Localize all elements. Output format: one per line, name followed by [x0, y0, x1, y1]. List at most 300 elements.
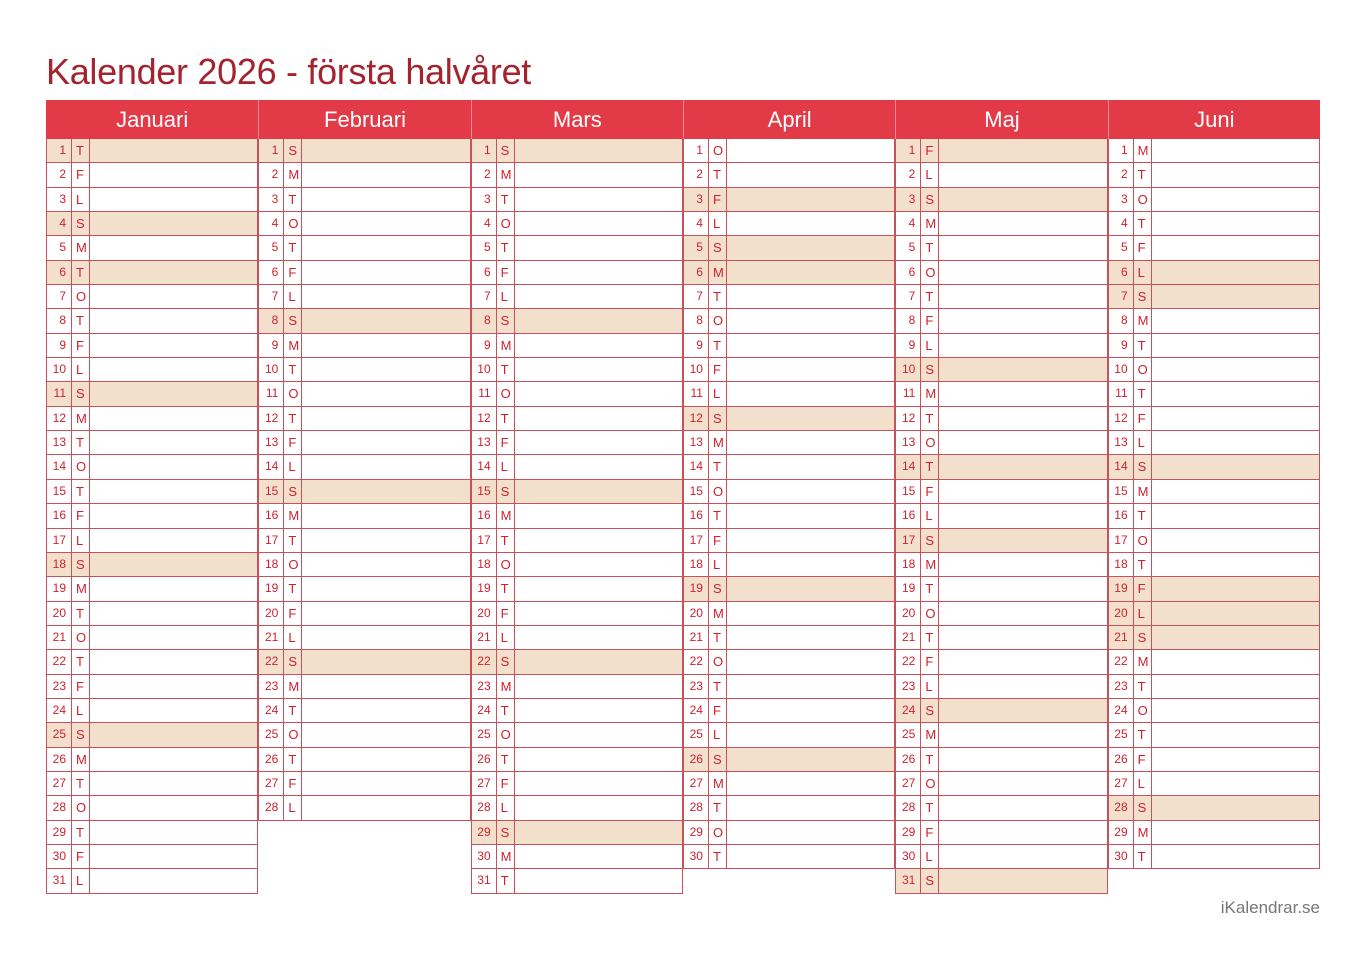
day-row[interactable] — [471, 480, 682, 504]
day-note-area[interactable] — [1152, 431, 1319, 454]
day-row[interactable] — [47, 577, 257, 601]
day-row[interactable] — [683, 772, 894, 796]
day-note-area[interactable] — [939, 261, 1106, 284]
day-row[interactable] — [895, 675, 1106, 699]
day-row[interactable] — [258, 407, 469, 431]
day-note-area[interactable] — [302, 796, 469, 819]
day-row[interactable] — [1108, 212, 1319, 236]
day-row[interactable] — [895, 553, 1106, 577]
day-row[interactable] — [258, 577, 469, 601]
day-note-area[interactable] — [939, 602, 1106, 625]
day-note-area[interactable] — [90, 334, 257, 357]
day-row[interactable] — [471, 407, 682, 431]
day-row[interactable] — [471, 699, 682, 723]
day-note-area[interactable] — [1152, 163, 1319, 186]
day-row[interactable] — [258, 382, 469, 406]
day-row[interactable] — [471, 675, 682, 699]
day-note-area[interactable] — [727, 309, 894, 332]
day-note-area[interactable] — [302, 626, 469, 649]
day-note-area[interactable] — [302, 675, 469, 698]
day-note-area[interactable] — [1152, 821, 1319, 844]
day-row[interactable] — [47, 139, 257, 163]
day-note-area[interactable] — [515, 869, 682, 892]
day-row[interactable] — [1108, 382, 1319, 406]
day-note-area[interactable] — [1152, 382, 1319, 405]
day-note-area[interactable] — [939, 529, 1106, 552]
day-row[interactable] — [683, 212, 894, 236]
day-note-area[interactable] — [939, 139, 1106, 162]
day-row[interactable] — [471, 285, 682, 309]
day-row[interactable] — [47, 772, 257, 796]
day-row[interactable] — [47, 723, 257, 747]
day-note-area[interactable] — [727, 796, 894, 819]
day-note-area[interactable] — [302, 529, 469, 552]
day-note-area[interactable] — [90, 845, 257, 868]
day-row[interactable] — [683, 480, 894, 504]
day-row[interactable] — [683, 650, 894, 674]
day-row[interactable] — [471, 431, 682, 455]
day-row[interactable] — [895, 602, 1106, 626]
day-row[interactable] — [471, 529, 682, 553]
day-row[interactable] — [1108, 480, 1319, 504]
day-row[interactable] — [683, 699, 894, 723]
day-row[interactable] — [47, 382, 257, 406]
day-row[interactable] — [895, 163, 1106, 187]
day-note-area[interactable] — [90, 431, 257, 454]
day-note-area[interactable] — [1152, 723, 1319, 746]
day-note-area[interactable] — [515, 358, 682, 381]
day-note-area[interactable] — [515, 748, 682, 771]
day-note-area[interactable] — [302, 285, 469, 308]
day-row[interactable] — [1108, 699, 1319, 723]
day-note-area[interactable] — [939, 188, 1106, 211]
day-note-area[interactable] — [939, 309, 1106, 332]
day-note-area[interactable] — [727, 772, 894, 795]
day-note-area[interactable] — [515, 285, 682, 308]
day-row[interactable] — [47, 285, 257, 309]
day-note-area[interactable] — [90, 602, 257, 625]
day-note-area[interactable] — [1152, 577, 1319, 600]
day-row[interactable] — [1108, 821, 1319, 845]
day-note-area[interactable] — [90, 407, 257, 430]
day-row[interactable] — [1108, 139, 1319, 163]
day-row[interactable] — [895, 699, 1106, 723]
day-row[interactable] — [471, 455, 682, 479]
day-note-area[interactable] — [515, 602, 682, 625]
day-note-area[interactable] — [515, 431, 682, 454]
day-note-area[interactable] — [90, 309, 257, 332]
day-note-area[interactable] — [939, 382, 1106, 405]
day-row[interactable] — [683, 285, 894, 309]
day-note-area[interactable] — [515, 845, 682, 868]
day-note-area[interactable] — [90, 553, 257, 576]
day-row[interactable] — [258, 772, 469, 796]
day-note-area[interactable] — [939, 504, 1106, 527]
day-row[interactable] — [895, 845, 1106, 869]
day-note-area[interactable] — [727, 382, 894, 405]
day-note-area[interactable] — [939, 480, 1106, 503]
day-note-area[interactable] — [302, 309, 469, 332]
day-note-area[interactable] — [939, 796, 1106, 819]
day-row[interactable] — [683, 796, 894, 820]
day-row[interactable] — [47, 869, 257, 893]
day-row[interactable] — [683, 553, 894, 577]
day-row[interactable] — [258, 236, 469, 260]
day-row[interactable] — [1108, 577, 1319, 601]
day-note-area[interactable] — [1152, 455, 1319, 478]
day-note-area[interactable] — [939, 577, 1106, 600]
day-row[interactable] — [683, 334, 894, 358]
day-row[interactable] — [471, 626, 682, 650]
day-note-area[interactable] — [1152, 796, 1319, 819]
day-row[interactable] — [471, 602, 682, 626]
day-note-area[interactable] — [727, 723, 894, 746]
day-row[interactable] — [258, 602, 469, 626]
day-note-area[interactable] — [90, 212, 257, 235]
day-row[interactable] — [258, 529, 469, 553]
day-note-area[interactable] — [1152, 675, 1319, 698]
day-note-area[interactable] — [515, 504, 682, 527]
day-row[interactable] — [683, 358, 894, 382]
day-note-area[interactable] — [727, 602, 894, 625]
day-row[interactable] — [895, 285, 1106, 309]
day-row[interactable] — [471, 236, 682, 260]
day-note-area[interactable] — [939, 163, 1106, 186]
day-note-area[interactable] — [727, 455, 894, 478]
day-note-area[interactable] — [939, 553, 1106, 576]
day-row[interactable] — [471, 553, 682, 577]
day-row[interactable] — [47, 796, 257, 820]
day-row[interactable] — [895, 650, 1106, 674]
day-row[interactable] — [47, 236, 257, 260]
day-row[interactable] — [471, 821, 682, 845]
day-row[interactable] — [895, 772, 1106, 796]
day-note-area[interactable] — [727, 845, 894, 868]
day-note-area[interactable] — [515, 626, 682, 649]
day-note-area[interactable] — [515, 188, 682, 211]
day-note-area[interactable] — [90, 626, 257, 649]
day-row[interactable] — [683, 845, 894, 869]
day-note-area[interactable] — [1152, 358, 1319, 381]
day-row[interactable] — [47, 845, 257, 869]
day-row[interactable] — [1108, 236, 1319, 260]
day-note-area[interactable] — [302, 163, 469, 186]
day-note-area[interactable] — [90, 699, 257, 722]
day-note-area[interactable] — [515, 650, 682, 673]
day-note-area[interactable] — [939, 748, 1106, 771]
day-note-area[interactable] — [90, 139, 257, 162]
day-note-area[interactable] — [727, 236, 894, 259]
day-row[interactable] — [1108, 748, 1319, 772]
day-note-area[interactable] — [90, 236, 257, 259]
day-note-area[interactable] — [515, 139, 682, 162]
day-row[interactable] — [1108, 626, 1319, 650]
day-row[interactable] — [471, 188, 682, 212]
day-row[interactable] — [471, 772, 682, 796]
day-row[interactable] — [895, 529, 1106, 553]
day-row[interactable] — [258, 504, 469, 528]
day-note-area[interactable] — [1152, 845, 1319, 868]
day-note-area[interactable] — [515, 212, 682, 235]
day-note-area[interactable] — [90, 723, 257, 746]
day-note-area[interactable] — [90, 869, 257, 892]
day-row[interactable] — [1108, 675, 1319, 699]
day-row[interactable] — [1108, 261, 1319, 285]
day-note-area[interactable] — [90, 796, 257, 819]
day-note-area[interactable] — [302, 699, 469, 722]
day-row[interactable] — [895, 358, 1106, 382]
day-note-area[interactable] — [1152, 699, 1319, 722]
day-note-area[interactable] — [1152, 212, 1319, 235]
day-note-area[interactable] — [939, 455, 1106, 478]
day-note-area[interactable] — [90, 163, 257, 186]
day-note-area[interactable] — [90, 188, 257, 211]
day-note-area[interactable] — [302, 455, 469, 478]
day-note-area[interactable] — [1152, 602, 1319, 625]
day-row[interactable] — [1108, 285, 1319, 309]
day-row[interactable] — [895, 212, 1106, 236]
day-row[interactable] — [47, 407, 257, 431]
day-row[interactable] — [683, 261, 894, 285]
day-note-area[interactable] — [939, 821, 1106, 844]
day-note-area[interactable] — [727, 650, 894, 673]
day-note-area[interactable] — [90, 455, 257, 478]
day-row[interactable] — [47, 748, 257, 772]
day-note-area[interactable] — [727, 553, 894, 576]
day-row[interactable] — [258, 626, 469, 650]
day-note-area[interactable] — [939, 772, 1106, 795]
day-note-area[interactable] — [515, 334, 682, 357]
day-row[interactable] — [895, 188, 1106, 212]
day-note-area[interactable] — [90, 772, 257, 795]
day-note-area[interactable] — [90, 261, 257, 284]
day-note-area[interactable] — [727, 577, 894, 600]
day-row[interactable] — [47, 821, 257, 845]
day-row[interactable] — [895, 796, 1106, 820]
day-row[interactable] — [895, 139, 1106, 163]
day-row[interactable] — [258, 261, 469, 285]
day-note-area[interactable] — [939, 650, 1106, 673]
day-row[interactable] — [258, 796, 469, 820]
day-note-area[interactable] — [939, 675, 1106, 698]
day-note-area[interactable] — [727, 480, 894, 503]
day-note-area[interactable] — [727, 212, 894, 235]
day-row[interactable] — [258, 188, 469, 212]
day-row[interactable] — [683, 626, 894, 650]
day-row[interactable] — [47, 602, 257, 626]
day-note-area[interactable] — [302, 188, 469, 211]
day-note-area[interactable] — [727, 358, 894, 381]
day-note-area[interactable] — [727, 407, 894, 430]
day-row[interactable] — [258, 139, 469, 163]
day-note-area[interactable] — [1152, 504, 1319, 527]
day-row[interactable] — [683, 139, 894, 163]
day-row[interactable] — [47, 699, 257, 723]
day-row[interactable] — [47, 504, 257, 528]
day-row[interactable] — [683, 163, 894, 187]
day-row[interactable] — [683, 723, 894, 747]
day-note-area[interactable] — [727, 163, 894, 186]
day-row[interactable] — [895, 455, 1106, 479]
day-row[interactable] — [1108, 188, 1319, 212]
day-row[interactable] — [1108, 334, 1319, 358]
day-note-area[interactable] — [515, 261, 682, 284]
day-note-area[interactable] — [939, 285, 1106, 308]
day-row[interactable] — [683, 382, 894, 406]
day-note-area[interactable] — [939, 626, 1106, 649]
day-note-area[interactable] — [1152, 772, 1319, 795]
day-note-area[interactable] — [515, 796, 682, 819]
day-note-area[interactable] — [939, 845, 1106, 868]
day-row[interactable] — [1108, 504, 1319, 528]
day-row[interactable] — [683, 602, 894, 626]
day-note-area[interactable] — [302, 602, 469, 625]
day-note-area[interactable] — [727, 285, 894, 308]
day-row[interactable] — [895, 480, 1106, 504]
day-row[interactable] — [1108, 407, 1319, 431]
day-row[interactable] — [683, 236, 894, 260]
day-note-area[interactable] — [515, 455, 682, 478]
day-row[interactable] — [1108, 772, 1319, 796]
day-row[interactable] — [258, 285, 469, 309]
day-row[interactable] — [1108, 431, 1319, 455]
day-note-area[interactable] — [727, 821, 894, 844]
day-row[interactable] — [471, 504, 682, 528]
day-note-area[interactable] — [1152, 480, 1319, 503]
day-row[interactable] — [683, 577, 894, 601]
day-note-area[interactable] — [939, 431, 1106, 454]
day-note-area[interactable] — [939, 699, 1106, 722]
day-row[interactable] — [258, 699, 469, 723]
day-note-area[interactable] — [90, 358, 257, 381]
day-row[interactable] — [258, 431, 469, 455]
day-note-area[interactable] — [727, 529, 894, 552]
day-note-area[interactable] — [515, 382, 682, 405]
day-note-area[interactable] — [302, 334, 469, 357]
day-row[interactable] — [47, 675, 257, 699]
day-row[interactable] — [47, 309, 257, 333]
day-note-area[interactable] — [1152, 261, 1319, 284]
day-row[interactable] — [258, 334, 469, 358]
day-note-area[interactable] — [90, 480, 257, 503]
day-row[interactable] — [683, 455, 894, 479]
day-note-area[interactable] — [727, 334, 894, 357]
day-row[interactable] — [895, 723, 1106, 747]
day-note-area[interactable] — [302, 480, 469, 503]
day-row[interactable] — [47, 650, 257, 674]
day-row[interactable] — [47, 212, 257, 236]
day-row[interactable] — [895, 577, 1106, 601]
day-note-area[interactable] — [302, 553, 469, 576]
day-row[interactable] — [471, 334, 682, 358]
day-note-area[interactable] — [727, 699, 894, 722]
day-note-area[interactable] — [515, 480, 682, 503]
day-note-area[interactable] — [90, 285, 257, 308]
day-row[interactable] — [258, 455, 469, 479]
day-row[interactable] — [895, 869, 1106, 893]
day-row[interactable] — [683, 504, 894, 528]
day-note-area[interactable] — [515, 309, 682, 332]
day-row[interactable] — [1108, 455, 1319, 479]
day-note-area[interactable] — [90, 650, 257, 673]
day-row[interactable] — [47, 261, 257, 285]
day-note-area[interactable] — [939, 407, 1106, 430]
day-note-area[interactable] — [302, 407, 469, 430]
day-note-area[interactable] — [939, 334, 1106, 357]
day-row[interactable] — [683, 431, 894, 455]
day-note-area[interactable] — [727, 626, 894, 649]
day-row[interactable] — [47, 529, 257, 553]
day-row[interactable] — [47, 553, 257, 577]
day-note-area[interactable] — [302, 431, 469, 454]
day-note-area[interactable] — [302, 139, 469, 162]
day-row[interactable] — [895, 309, 1106, 333]
day-row[interactable] — [471, 163, 682, 187]
day-note-area[interactable] — [727, 748, 894, 771]
day-note-area[interactable] — [939, 723, 1106, 746]
day-note-area[interactable] — [1152, 407, 1319, 430]
day-note-area[interactable] — [1152, 139, 1319, 162]
day-row[interactable] — [258, 748, 469, 772]
day-note-area[interactable] — [515, 821, 682, 844]
day-row[interactable] — [258, 358, 469, 382]
day-row[interactable] — [47, 358, 257, 382]
day-row[interactable] — [258, 675, 469, 699]
day-row[interactable] — [1108, 358, 1319, 382]
day-row[interactable] — [471, 212, 682, 236]
day-row[interactable] — [895, 626, 1106, 650]
day-row[interactable] — [683, 821, 894, 845]
day-note-area[interactable] — [302, 748, 469, 771]
day-note-area[interactable] — [302, 261, 469, 284]
day-row[interactable] — [1108, 650, 1319, 674]
day-note-area[interactable] — [302, 382, 469, 405]
day-note-area[interactable] — [515, 529, 682, 552]
day-note-area[interactable] — [90, 675, 257, 698]
day-row[interactable] — [471, 723, 682, 747]
day-row[interactable] — [895, 504, 1106, 528]
day-note-area[interactable] — [90, 748, 257, 771]
day-note-area[interactable] — [302, 723, 469, 746]
day-row[interactable] — [471, 309, 682, 333]
day-note-area[interactable] — [302, 358, 469, 381]
day-note-area[interactable] — [302, 577, 469, 600]
day-note-area[interactable] — [515, 577, 682, 600]
day-row[interactable] — [683, 407, 894, 431]
day-row[interactable] — [683, 675, 894, 699]
day-row[interactable] — [683, 748, 894, 772]
day-note-area[interactable] — [515, 553, 682, 576]
day-row[interactable] — [258, 553, 469, 577]
day-row[interactable] — [47, 431, 257, 455]
day-row[interactable] — [895, 431, 1106, 455]
day-row[interactable] — [1108, 602, 1319, 626]
day-row[interactable] — [471, 796, 682, 820]
day-note-area[interactable] — [939, 212, 1106, 235]
day-note-area[interactable] — [302, 236, 469, 259]
day-note-area[interactable] — [1152, 334, 1319, 357]
day-note-area[interactable] — [1152, 285, 1319, 308]
day-note-area[interactable] — [939, 869, 1106, 892]
day-note-area[interactable] — [90, 382, 257, 405]
day-row[interactable] — [895, 748, 1106, 772]
day-row[interactable] — [47, 626, 257, 650]
day-note-area[interactable] — [515, 407, 682, 430]
day-note-area[interactable] — [1152, 626, 1319, 649]
day-row[interactable] — [1108, 529, 1319, 553]
day-note-area[interactable] — [727, 675, 894, 698]
day-row[interactable] — [471, 261, 682, 285]
